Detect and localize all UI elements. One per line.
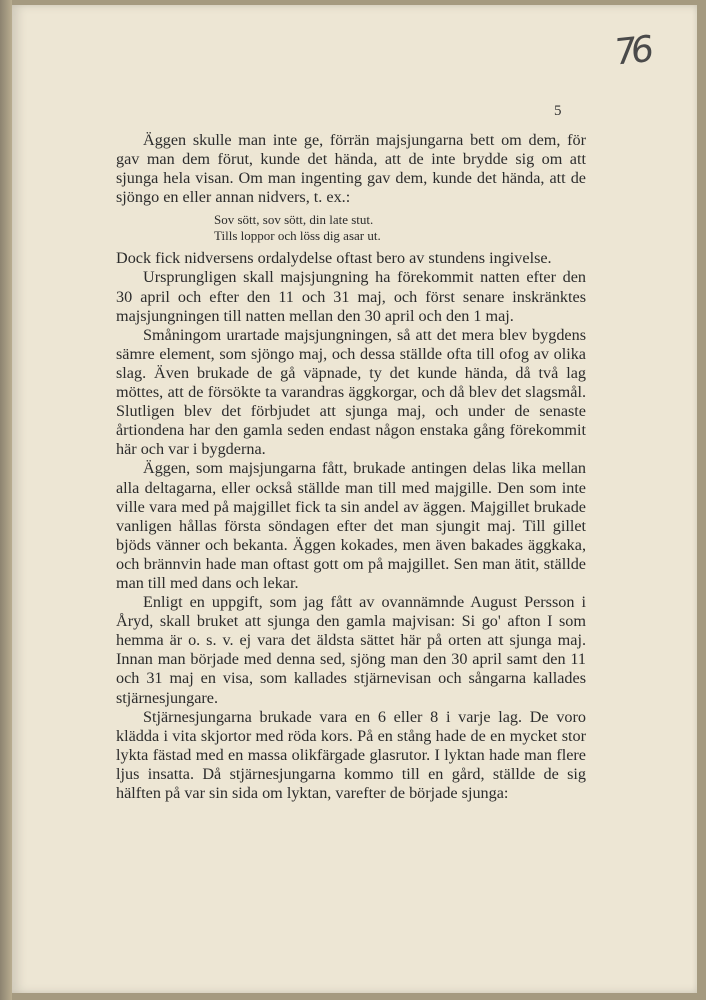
verse-line: Tills loppor och löss dig asar ut.	[214, 228, 381, 244]
verse-block	[214, 212, 586, 244]
book-binding-edge	[0, 0, 12, 1000]
paragraph-wording: Dock fick nidversens ordalydelse oftast bero av stundens ingivelse.	[116, 249, 552, 268]
paragraph-stjarnesjungare: Stjärnesjungarna brukade vara en 6 eller 8 i varje lag. De voro klädda i vita skjortor med röda kors. På en stång hade de en mycket stor lykta fästad med en massa olikfärgade glasrutor. I lyktan hade man flere ljus insatta. Då stjärnesjungarna kommo till en gård, ställde de sig hälften på var sin sida om lyktan, varefter de började sjunga:	[116, 707, 586, 802]
paragraph-majgille: Äggen, som majsjungarna fått, brukade antingen delas lika mellan alla deltagarna, eller också ställde man till med majgille. Den som inte ville vara med på majgillet fick ta sin andel av äggen. Majgillet brukade vanligen hållas första söndagen efter det man sjungit maj. Till gillet bjöds vänner och bekanta. Äggen kokades, men även bakades äggkaka, och brännvin hade man oftast gott om på majgillet. Sen man ätit, ställde man till med dans och lekar.	[116, 459, 586, 592]
paragraph-decline: Småningom urartade majsjungningen, så att det mera blev bygdens sämre element, som sjöngo maj, och dessa ställde ofta till ofog av olika slag. Även brukade de gå väpnade, ty det kunde hända, då två lag möttes, att de försökte ta varandras äggkorgar, och då blev det slagsmål. Slutligen blev det förbjudet att sjunga maj, och under de senaste årtiondena har den gamla seden endast någon enstaka gång förekommit här och var i bygderna.	[116, 325, 586, 459]
body-text	[116, 131, 586, 803]
paragraph-stjarnevisan: Enligt en uppgift, som jag fått av ovannämnde August Persson i Åryd, skall bruket att sjunga den gamla majvisan: Si go' afton I som hemma är o. s. v. ej vara det äldsta sättet här på orten att sjunga maj. Innan man började med denna sed, sjöng man den 30 april samt den 11 och 31 maj en visa, som kallades stjärnevisan och sångarna kallades stjärnesjungare.	[116, 593, 586, 707]
page-number: 5	[554, 103, 562, 119]
handwritten-archive-number: 76	[613, 29, 649, 74]
verse-line: Sov sött, sov sött, din late stut.	[214, 212, 374, 228]
paragraph-origin: Ursprungligen skall majsjungning ha förekommit natten efter den 30 april och efter den 11 och 31 maj, och först senare inskränktes majsjungningen till natten mellan den 30 april och den 1 maj.	[116, 268, 586, 325]
paragraph-eggs: Äggen skulle man inte ge, förrän majsjungarna bett om dem, för gav man dem förut, kunde det hända, att de inte brydde sig om att sjunga hela visan. Om man ingenting gav dem, kunde det hända, att de sjöngo en eller annan nidvers, t. ex.:	[116, 131, 586, 207]
book-page	[12, 5, 697, 993]
